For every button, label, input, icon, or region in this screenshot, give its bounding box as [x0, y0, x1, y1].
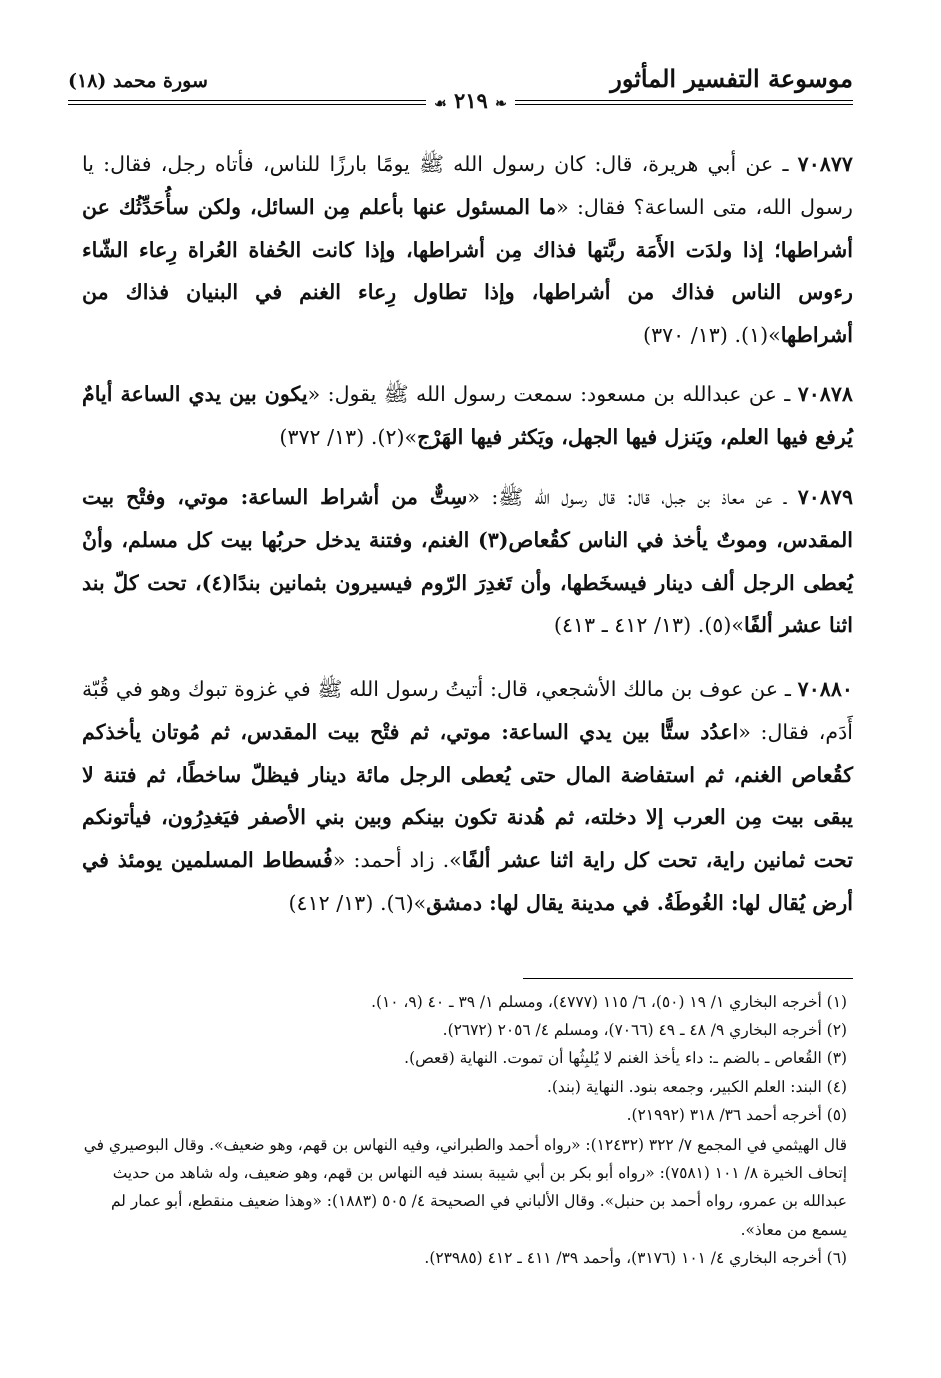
hadith-number: ٧٠٨٧٩ [797, 485, 854, 509]
footnote: (٥) أخرجه أحمد ٣٦/ ٣١٨ (٢١٩٩٢). [626, 1105, 847, 1124]
hadith-intro: عن معاذ بن جبل، قال: قال رسول الله ﷺ: « [467, 485, 773, 509]
hadith-number: ٧٠٨٧٨ [797, 382, 853, 406]
hadith-text-addition: فُسطاط المسلمين يومئذ في أرض يُقال لها: الغُوطَةُ. في مدينة يقال لها: دمشق [82, 848, 853, 915]
ornament-icon: ☙ [434, 96, 447, 112]
hadith-intro: عن عوف بن مالك الأشجعي، قال: أتيتُ رسول الله ﷺ في غزوة تبوك وهو في قُبّة أَدَم، فقال: « [82, 677, 853, 744]
hadith-text: اعدُد ستًّا بين يدي الساعة: موتي، ثم فتْح بيت المقدس، ثم مُوتان يأخذكم كقُعاص الغنم، ثم استفاضة المال حتى يُعطى الرجل مائة دينار فيظلّ ساخطًا، ثم فتنة لا يبقى بيت مِن العرب إلا دخلته، ثم هُدنة تكون بينكم وبين بني الأصفر فيَغدِرُون، فيأتونكم تحت ثمانين راية، تحت كل راية اثنا عشر ألفًا [82, 719, 853, 873]
footnote: (٢) أخرجه البخاري ٩/ ٤٨ ـ ٤٩ (٧٠٦٦)، ومسلم ٤/ ٢٠٥٦ (٢٦٧٢). [442, 1021, 847, 1040]
page-number [426, 88, 515, 113]
hadith-intro: عن أبي هريرة، قال: كان رسول الله ﷺ يومًا بارزًا للناس، فأتاه رجل، فقال: يا رسول الله، متى الساعة؟ فقال: « [82, 152, 853, 219]
page-number-text: ٢١٩ [453, 88, 488, 113]
hadith-text: يكون بين يدي الساعة أيامٌ يُرفع فيها العلم، ويَنزل فيها الجهل، ويَكثر فيها الهَرْج [82, 382, 853, 449]
book-title: موسوعة التفسير المأثور [610, 64, 853, 93]
hadith-reference: (١٣/ ٤١٢) [288, 890, 374, 915]
footnotes [82, 988, 847, 1272]
hadith-block: ٧٠٨٧٩ ـ عن معاذ بن جبل، قال: قال رسول الله ﷺ: «سِتٌّ من أشراط الساعة: موتي، وفتْح بيت المقدس، وموتٌ يأخذ في الناس كقُعاص(٣) الغنم، وفتنة يدخل حربُها بيت كل مسلم، وأنْ يُعطى الرجل ألف دينار فيسخَطها، وأن تَغدِرَ الرّوم فيسيرون بثمانين بندًا(٤)، تحت كلّ بند اثنا عشر ألفًا»(٥). (١٣/ ٤١٢ ـ ٤١٣) [82, 485, 854, 638]
hadith-reference: (١٣/ ٤١٢ ـ ٤١٣) [553, 613, 692, 638]
hadith-number: ٧٠٨٧٧ [797, 152, 853, 176]
hadith-note: »(٢). [370, 424, 418, 449]
footnote-separator [523, 978, 853, 979]
hadith-block: ٧٠٨٧٨ ـ عن عبدالله بن مسعود: سمعت رسول الله ﷺ يقول: «يكون بين يدي الساعة أيامٌ يُرفع فيها العلم، ويَنزل فيها الجهل، ويَكثر فيها الهَرْج»(٢). (١٣/ ٣٧٢) [82, 382, 853, 449]
hadith-reference: (١٣/ ٣٧٠) [643, 323, 728, 348]
footnote: (٦) أخرجه البخاري ٤/ ١٠١ (٣١٧٦)، وأحمد ٣٩/ ٤١١ ـ ٤١٢ (٢٣٩٨٥). [424, 1248, 847, 1267]
hadith-middle: ». زاد أحمد: « [332, 848, 462, 873]
surah-label: سورة محمد (١٨) [68, 70, 208, 92]
footnote: (٤) البند: العلم الكبير، وجمعه بنود. النهاية (بند). [547, 1077, 847, 1096]
hadith-note: »(١). [734, 323, 781, 348]
footnote: قال الهيثمي في المجمع ٧/ ٣٢٢ (١٢٤٣٢): «رواه أحمد والطبراني، وفيه النهاس بن قهم، وهو ضعيف». وقال البوصيري في إتحاف الخيرة ٨/ ١٠١ (٧٥٨١): «رواه أبو بكر بن أبي شيبة بسند فيه النهاس بن قهم، وهو ضعيف، وله شاهد من حديث عبدالله بن عمرو، رواه أحمد بن حنبل». وقال الألباني في الصحيحة ٤/ ٥٠٥ (١٨٨٣): «وهذا ضعيف منقطع، أبو عمار لم يسمع من معاذ». [83, 1136, 847, 1239]
hadith-number: ٧٠٨٨٠ [797, 677, 853, 701]
hadith-reference: (١٣/ ٣٧٢) [279, 424, 365, 449]
hadith-block: ٧٠٨٧٧ ـ عن أبي هريرة، قال: كان رسول الله ﷺ يومًا بارزًا للناس، فأتاه رجل، فقال: يا رسول الله، متى الساعة؟ فقال: «ما المسئول عنها بأعلم مِن السائل، ولكن سأُحَدِّثُك عن أشراطها؛ إذا ولدَت الأَمَة ربَّتها فذاك مِن أشراطها، وإذا كانت الحُفاة العُراة رِعاء الشّاء رءوس الناس فذاك من أشراطها، وإذا تطاول رِعاء الغنم في البنيان فذاك من أشراطها»(١). (١٣/ ٣٧٠) [82, 152, 853, 348]
hadith-note: »(٦). [379, 890, 427, 915]
footnote: (١) أخرجه البخاري ١/ ١٩ (٥٠)، ٦/ ١١٥ (٤٧٧٧)، ومسلم ١/ ٣٩ ـ ٤٠ (٩، ١٠). [371, 993, 847, 1011]
hadith-text: ما المسئول عنها بأعلم مِن السائل، ولكن سأُحَدِّثُك عن أشراطها؛ إذا ولدَت الأَمَة ربَّتها فذاك مِن أشراطها، وإذا كانت الحُفاة العُراة رِعاء الشّاء رءوس الناس فذاك من أشراطها، وإذا تطاول رِعاء الغنم في البنيان فذاك من أشراطها [82, 194, 853, 348]
hadith-block: ٧٠٨٨٠ ـ عن عوف بن مالك الأشجعي، قال: أتيتُ رسول الله ﷺ في غزوة تبوك وهو في قُبّة أَدَم، فقال: «اعدُد ستًّا بين يدي الساعة: موتي، ثم فتْح بيت المقدس، ثم مُوتان يأخذكم كقُعاص الغنم، ثم استفاضة المال حتى يُعطى الرجل مائة دينار فيظلّ ساخطًا، ثم فتنة لا يبقى بيت مِن العرب إلا دخلته، ثم هُدنة تكون بينكم وبين بني الأصفر فيَغدِرُون، فيأتونكم تحت ثمانين راية، تحت كل راية اثنا عشر ألفًا». زاد أحمد: «فُسطاط المسلمين يومئذ في أرض يُقال لها: الغُوطَةُ. في مدينة يقال لها: دمشق»(٦). (١٣/ ٤١٢) [82, 677, 853, 915]
hadith-note: »(٥). [697, 613, 744, 638]
footnote: (٣) القُعاص ـ بالضم ـ: داء يأخذ الغنم لا يُلبِثُها أن تموت. النهاية (قعص). [404, 1049, 847, 1068]
page-number-wrap [0, 88, 941, 113]
ornament-icon: ❧ [495, 96, 507, 112]
hadith-text: سِتٌّ من أشراط الساعة: موتي، وفتْح بيت المقدس، وموتٌ يأخذ في الناس كقُعاص(٣) الغنم، وفتنة يدخل حربُها بيت كل مسلم، وأنْ يُعطى الرجل ألف دينار فيسخَطها، وأن تَغدِرَ الرّوم فيسيرون بثمانين بندًا(٤)، تحت كلّ بند اثنا عشر ألفًا [82, 485, 853, 638]
hadith-intro: عن عبدالله بن مسعود: سمعت رسول الله ﷺ يقول: « [307, 382, 777, 406]
